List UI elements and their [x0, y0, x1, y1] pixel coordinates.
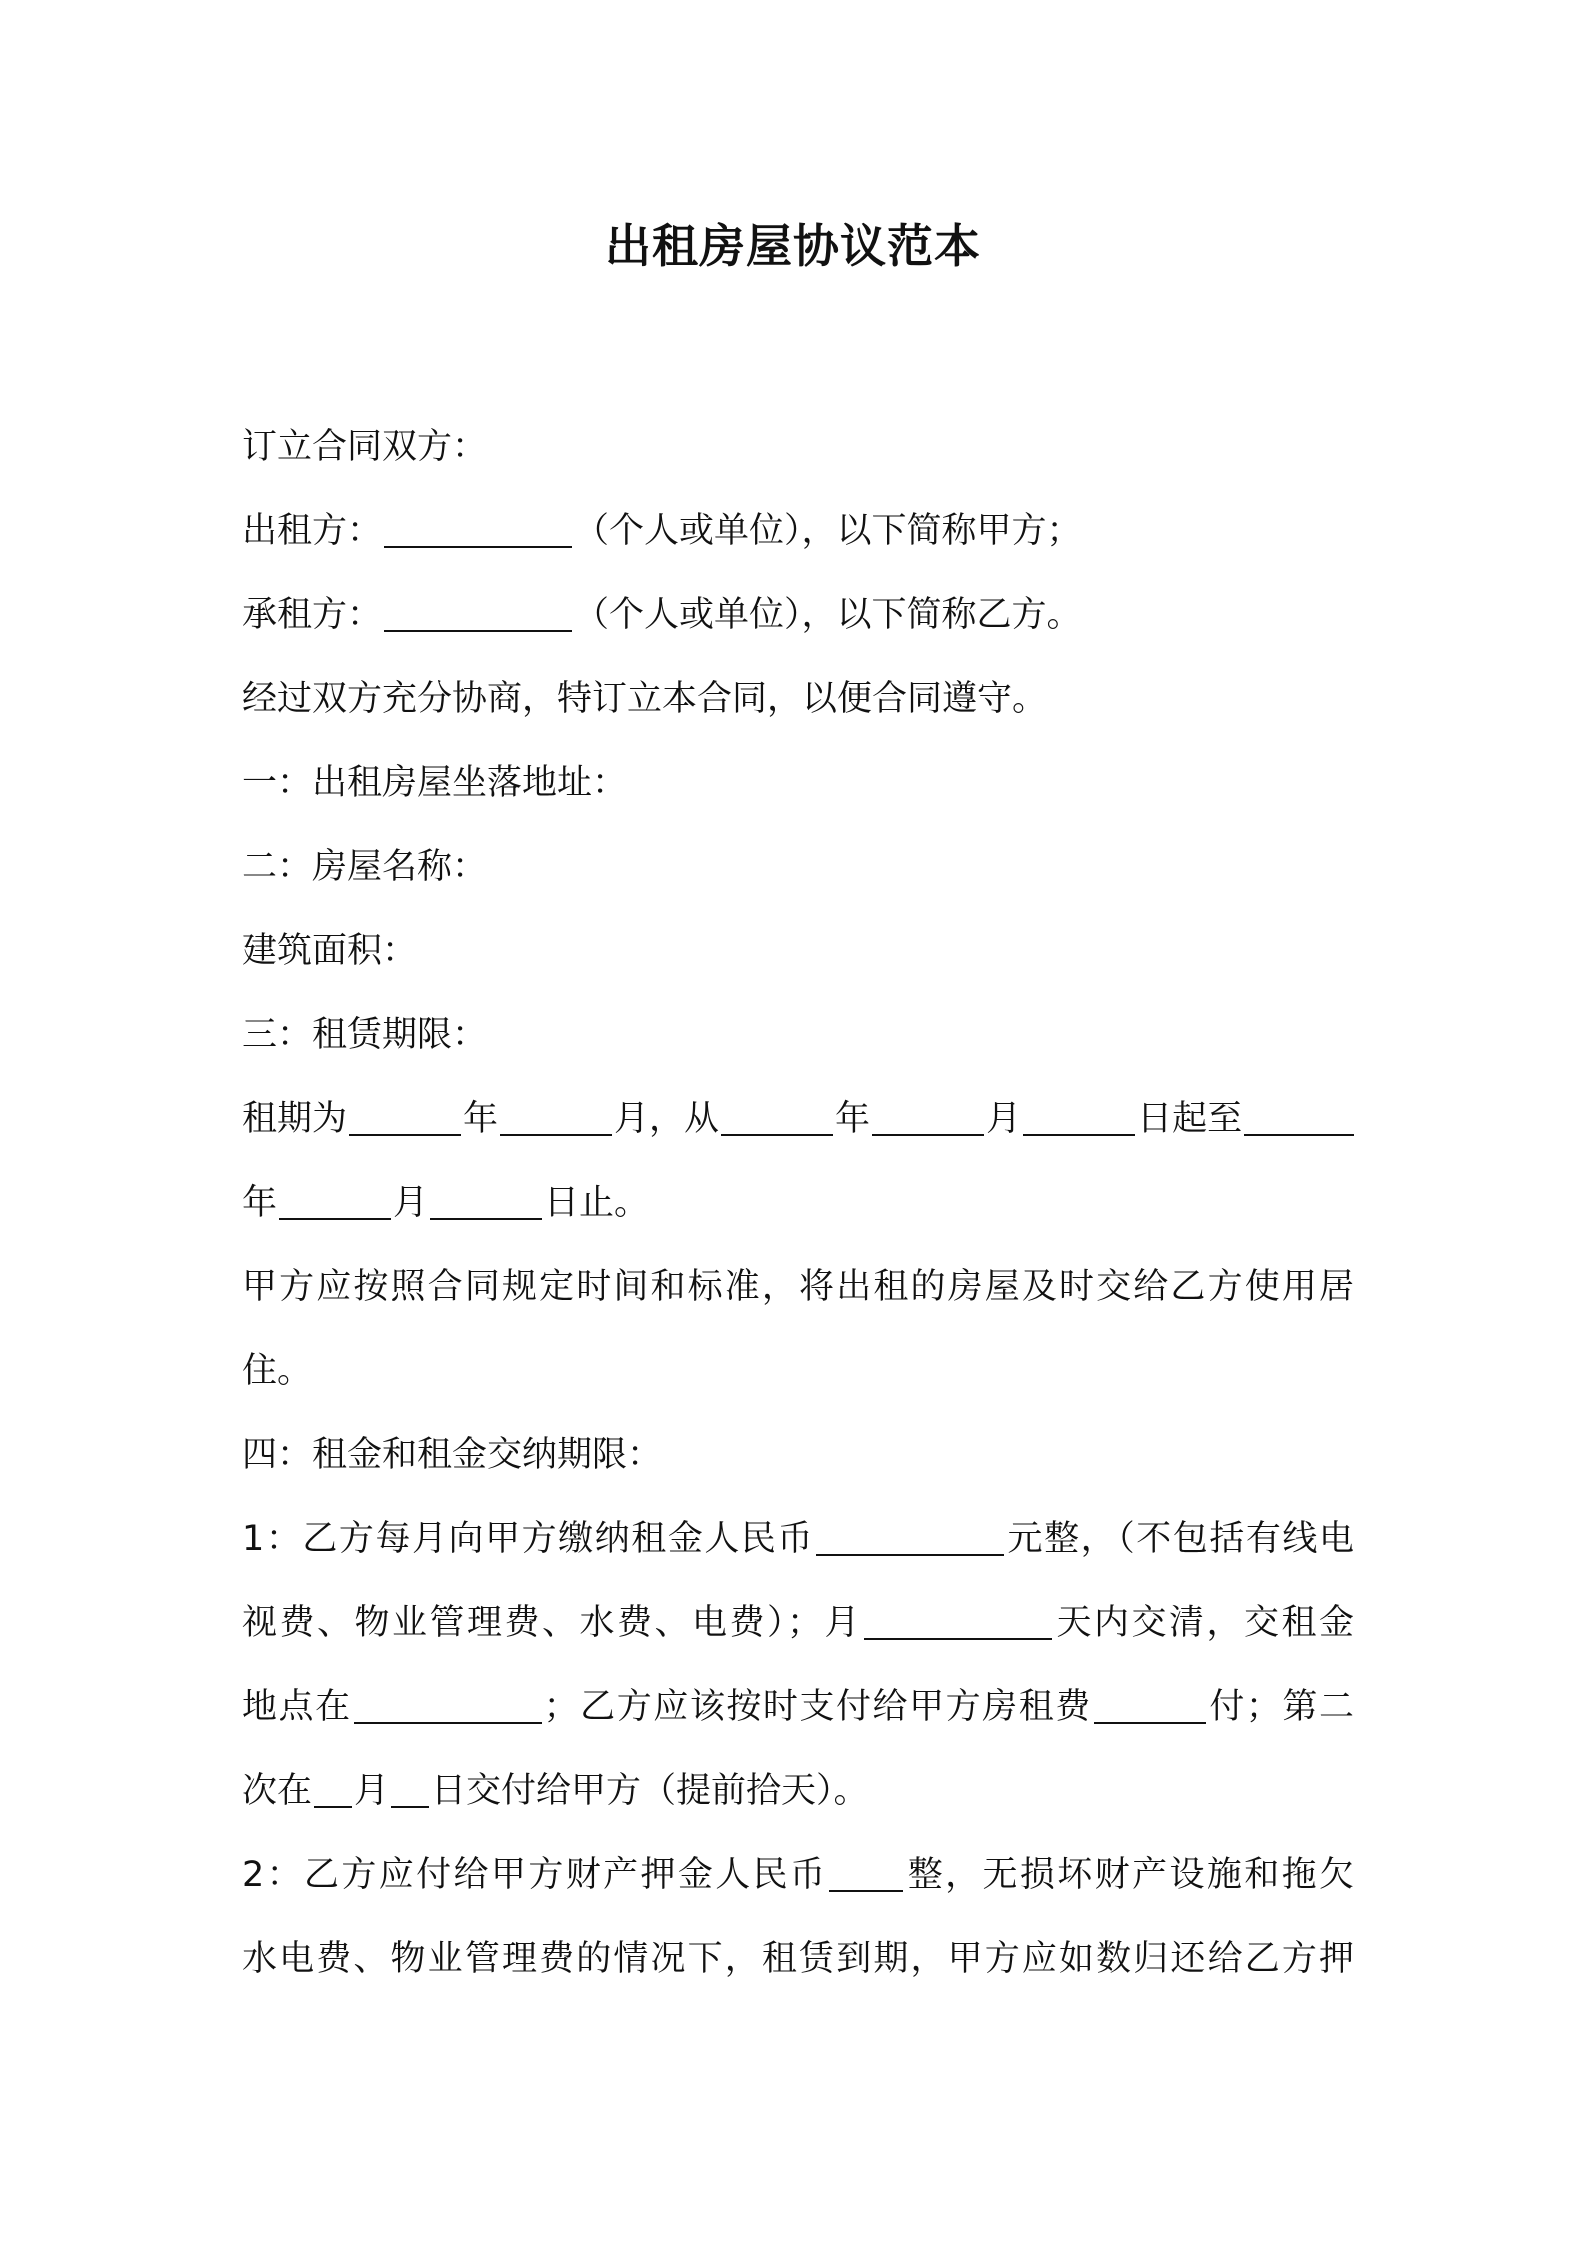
text-segment: 月，从: [614, 1099, 720, 1139]
text-segment: 甲方应按照合同规定时间和标准，将出租的房屋及时交给乙方使用居: [242, 1267, 1354, 1307]
text-segment: 天内交清，交租金: [1053, 1603, 1354, 1643]
contract-parties-heading: [242, 405, 1354, 489]
end-day-blank: [430, 1182, 542, 1220]
section-one: [242, 741, 1354, 825]
text-segment: 建筑面积：: [242, 931, 418, 971]
document-body: [242, 405, 1354, 2001]
section-three: [242, 993, 1354, 1077]
end-month-blank: [279, 1182, 391, 1220]
text-segment: 四：租金和租金交纳期限：: [242, 1435, 663, 1475]
handover-line-end: [242, 1329, 1354, 1413]
text-segment: 1：乙方每月向甲方缴纳租金人民币: [242, 1519, 815, 1559]
text-segment: 水电费、物业管理费的情况下，租赁到期，甲方应如数归还给乙方押: [242, 1939, 1354, 1979]
years-blank: [349, 1098, 461, 1136]
text-segment: 出租方：: [242, 511, 383, 551]
text-segment: 日交付给甲方（提前拾天）。: [431, 1771, 869, 1811]
rent-amount-blank: [816, 1518, 1004, 1556]
text-segment: 年: [242, 1183, 278, 1223]
text-segment: 年: [463, 1099, 499, 1139]
text-segment: 月: [354, 1771, 390, 1811]
text-segment: 地点在: [242, 1687, 352, 1727]
text-segment: 月: [393, 1183, 429, 1223]
months-blank: [500, 1098, 612, 1136]
section-four: [242, 1413, 1354, 1497]
lease-term-end-line: [242, 1161, 1354, 1245]
text-segment: （个人或单位），以下简称乙方。: [574, 595, 1082, 635]
text-segment: 经过双方充分协商，特订立本合同，以便合同遵守。: [242, 679, 1048, 719]
lease-term-line: [242, 1077, 1354, 1161]
deposit-clause-line-2: [242, 1917, 1354, 2001]
agreement-line: [242, 657, 1354, 741]
section-two: [242, 825, 1354, 909]
text-segment: 年: [835, 1099, 871, 1139]
text-segment: 二：房屋名称：: [242, 847, 488, 887]
rent-clause-line-3: [242, 1665, 1354, 1749]
lessor-name-blank: [384, 510, 572, 548]
second-payment-day-blank: [391, 1770, 429, 1808]
lessor-line: [242, 489, 1354, 573]
payment-location-blank: [354, 1686, 542, 1724]
start-year-blank: [721, 1098, 833, 1136]
handover-line: [242, 1245, 1354, 1329]
second-payment-month-blank: [314, 1770, 352, 1808]
text-segment: （个人或单位），以下简称甲方；: [574, 511, 1082, 551]
rent-clause-line-2: [242, 1581, 1354, 1665]
building-area-line: [242, 909, 1354, 993]
text-segment: 日止。: [544, 1183, 650, 1223]
deposit-clause-line-1: [242, 1833, 1354, 1917]
deposit-amount-blank: [829, 1854, 903, 1892]
text-segment: 月: [986, 1099, 1022, 1139]
lessee-line: [242, 573, 1354, 657]
text-segment: 整，无损坏财产设施和拖欠: [905, 1855, 1354, 1895]
payment-method-blank: [1094, 1686, 1206, 1724]
end-year-blank: [1244, 1098, 1354, 1136]
payment-days-blank: [864, 1602, 1052, 1640]
text-segment: 视费、物业管理费、水费、电费）；月: [242, 1603, 862, 1643]
text-segment: 元整，（不包括有线电: [1006, 1519, 1354, 1559]
text-segment: 日起至: [1137, 1099, 1243, 1139]
start-day-blank: [1023, 1098, 1135, 1136]
lessee-name-blank: [384, 594, 572, 632]
text-segment: 2：乙方应付给甲方财产押金人民币: [242, 1855, 828, 1895]
text-segment: 付；第二: [1207, 1687, 1354, 1727]
text-segment: 承租方：: [242, 595, 383, 635]
text-segment: 住。: [242, 1351, 313, 1391]
text-segment: 租期为: [242, 1099, 348, 1139]
rent-clause-line-1: [242, 1497, 1354, 1581]
text-segment: 三：租赁期限：: [242, 1015, 488, 1055]
text-segment: 次在: [242, 1771, 313, 1811]
start-month-blank: [872, 1098, 984, 1136]
text-segment: 订立合同双方：: [242, 427, 488, 467]
text-segment: 一：出租房屋坐落地址：: [242, 763, 628, 803]
text-segment: ；乙方应该按时支付给甲方房租费: [543, 1687, 1092, 1727]
document-title: 出租房屋协议范本: [605, 219, 981, 273]
rent-clause-line-4: [242, 1749, 1354, 1833]
